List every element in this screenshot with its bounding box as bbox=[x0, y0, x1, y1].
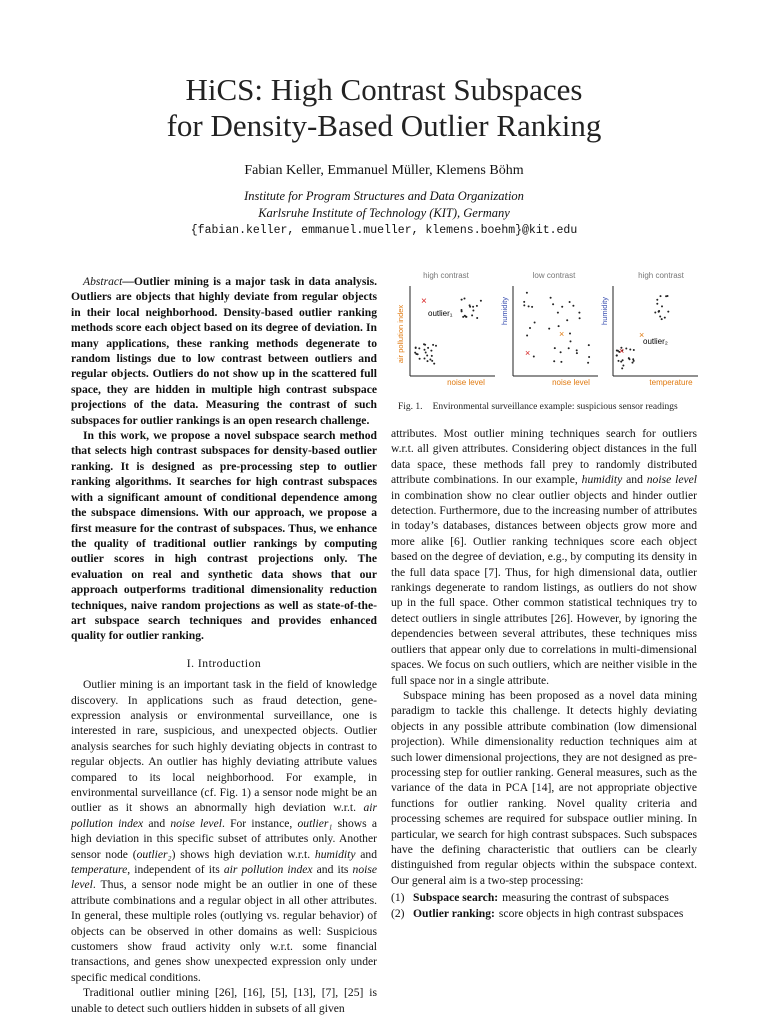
scatter-point bbox=[550, 297, 552, 299]
term-temperature: temperature bbox=[71, 863, 128, 877]
title-line-2: for Density-Based Outlier Ranking bbox=[166, 108, 602, 143]
scatter-point bbox=[622, 365, 624, 367]
scatter-point bbox=[661, 318, 663, 320]
scatter-point bbox=[431, 355, 433, 357]
scatter-point bbox=[587, 362, 589, 364]
scatter-point bbox=[523, 304, 525, 306]
scatter-point bbox=[659, 316, 661, 318]
scatter-point bbox=[618, 360, 620, 362]
scatter-point bbox=[461, 310, 463, 312]
intro-paragraph-1 bbox=[71, 677, 377, 985]
scatter-point bbox=[579, 317, 581, 319]
scatter-point bbox=[465, 316, 467, 318]
panel-2-outlier-2-marker: × bbox=[559, 329, 565, 339]
term-humidity: humidity bbox=[581, 473, 623, 487]
scatter-point bbox=[427, 360, 429, 362]
scatter-point bbox=[435, 345, 437, 347]
scatter-point bbox=[568, 347, 570, 349]
figure-1 bbox=[391, 266, 711, 394]
figure-panel-3 bbox=[600, 271, 698, 387]
scatter-point bbox=[427, 347, 429, 349]
scatter-point bbox=[462, 316, 464, 318]
panel-3-top-label: high contrast bbox=[638, 271, 684, 280]
abstract bbox=[71, 274, 377, 644]
caption-figure-number: Fig. 1. bbox=[398, 402, 423, 412]
figure-1-caption bbox=[398, 402, 678, 412]
scatter-point bbox=[660, 295, 662, 297]
scatter-point bbox=[418, 347, 420, 349]
scatter-point bbox=[560, 351, 562, 353]
scatter-point bbox=[633, 360, 635, 362]
scatter-point bbox=[576, 352, 578, 354]
scatter-point bbox=[656, 303, 658, 305]
term-outlier-2: outlier₂ bbox=[136, 847, 172, 861]
right-paragraph-1 bbox=[391, 426, 697, 688]
intro-text: and bbox=[355, 847, 377, 861]
processing-step-1 bbox=[391, 890, 697, 905]
panel-2-outlier-1-marker: × bbox=[525, 348, 531, 358]
scatter-point bbox=[553, 360, 555, 362]
scatter-point bbox=[429, 359, 431, 361]
paper-title bbox=[0, 72, 768, 144]
panel-3-outlier-1-marker: × bbox=[619, 346, 625, 356]
scatter-point bbox=[588, 356, 590, 358]
scatter-point bbox=[588, 344, 590, 346]
abstract-label: Abstract bbox=[83, 275, 123, 288]
scatter-point bbox=[566, 319, 568, 321]
scatter-point bbox=[570, 340, 572, 342]
scatter-point bbox=[548, 328, 550, 330]
scatter-point bbox=[621, 367, 623, 369]
scatter-point bbox=[472, 310, 474, 312]
step-number: (2) bbox=[391, 906, 405, 920]
scatter-point bbox=[533, 356, 535, 358]
scatter-point bbox=[572, 305, 574, 307]
scatter-point bbox=[425, 352, 427, 354]
author-emails: {fabian.keller, emmanuel.mueller, klemens.boehm}@kit.edu bbox=[190, 224, 578, 237]
panel-1-outlier-label: outlier₁ bbox=[428, 309, 453, 318]
panel-3-x-label: temperature bbox=[649, 378, 693, 387]
scatter-point bbox=[576, 349, 578, 351]
affiliation-line-1: Institute for Program Structures and Data Organization bbox=[244, 189, 524, 203]
panel-1-points bbox=[414, 298, 482, 365]
scatter-point bbox=[569, 301, 571, 303]
intro-text: and its bbox=[312, 863, 353, 877]
right-column bbox=[391, 426, 697, 921]
scatter-point bbox=[661, 305, 663, 307]
step-number: (1) bbox=[391, 891, 405, 905]
scatter-point bbox=[664, 317, 666, 319]
scatter-point bbox=[654, 312, 656, 314]
scatter-point bbox=[658, 310, 660, 312]
authors: Fabian Keller, Emmanuel Müller, Klemens Böhm bbox=[244, 163, 524, 178]
scatter-point bbox=[529, 327, 531, 329]
scatter-point bbox=[560, 361, 562, 363]
right-text: and bbox=[622, 473, 647, 487]
scatter-point bbox=[419, 358, 421, 360]
intro-paragraph-2: Traditional outlier mining [26], [16], [5], [13], [7], [25] is unable to detect such outliers hidden in subsets of all given bbox=[71, 986, 377, 1015]
scatter-point bbox=[528, 305, 530, 307]
scatter-point bbox=[625, 348, 627, 350]
intro-text: Outlier mining is an important task in the field of knowledge discovery. In applications such as fraud detection, gene-expression analysis or environmental surveillance, one is interested in rare, suspicious, and unexpected objects. Outlier analysis searches for such highly deviating objects in contrast to regular objects. An outlier has highly deviating attribute values compared to its local neighborhood. For example, in environmental surveillance (cf. Fig. 1) a sensor node might be an outlier as it shows an abnormally high deviation w.r.t. bbox=[71, 678, 377, 815]
scatter-point bbox=[480, 300, 482, 302]
scatter-point bbox=[531, 306, 533, 308]
step-label: Outlier ranking: bbox=[413, 906, 495, 920]
panel-2-x-label: noise level bbox=[552, 378, 590, 387]
panel-1-outlier-marker: × bbox=[421, 296, 427, 307]
figure-panel-1 bbox=[396, 271, 495, 387]
scatter-point bbox=[578, 312, 580, 314]
scatter-point bbox=[464, 298, 466, 300]
right-text: attributes. Most outlier mining techniques search for outliers w.r.t. all given attributes. Considering object distances in the full data space, these methods fall prey to randomly distributed attribute combinations. In our example, bbox=[391, 427, 697, 487]
panel-1-y-label: air pollution index bbox=[396, 304, 405, 364]
scatter-point bbox=[432, 344, 434, 346]
scatter-point bbox=[552, 303, 554, 305]
panel-2-points bbox=[523, 292, 590, 364]
scatter-point bbox=[424, 358, 426, 360]
intro-text: ) shows high deviation w.r.t. bbox=[171, 847, 315, 861]
abstract-paragraph-2: In this work, we propose a novel subspace search method that selects high contrast subspaces for density-based outlier ranking. It is designed as pre-processing step to outlier ranking algorithms. It searches for high contrast subspaces with a significant amount of conditional dependence among the subspace dimensions. With our approach, we propose a first measure for the contrast of subspaces. Thus, we enhance the quality of traditional outlier rankings by computing outlier scores in high contrast projections only. The evaluation on real and synthetic data shows that our approach outperforms traditional dimensionality reduction techniques, naive random projections as well as state-of-the-art subspace search techniques and provides enhanced quality for outlier ranking. bbox=[71, 429, 377, 643]
scatter-point bbox=[656, 299, 658, 301]
step-text: measuring the contrast of subspaces bbox=[502, 891, 669, 905]
scatter-point bbox=[415, 347, 417, 349]
scatter-point bbox=[554, 347, 556, 349]
panel-2-top-label: low contrast bbox=[532, 271, 576, 280]
panel-2-y-label: humidity bbox=[500, 297, 509, 325]
scatter-point bbox=[632, 362, 634, 364]
term-outlier-1: outlier₁ bbox=[297, 816, 333, 830]
scatter-point bbox=[523, 301, 525, 303]
term-humidity: humidity bbox=[314, 847, 356, 861]
scatter-point bbox=[415, 353, 417, 355]
processing-step-2 bbox=[391, 906, 697, 921]
abstract-text-1: —Outlier mining is a major task in data analysis. Outliers are objects that highly deviate from regular objects in their local neighborhood. Density-based outlier ranking methods score each object based on its degree of deviation. In many applications, these ranking methods degenerate to random listings due to low contrast between outliers and regular objects. Outliers do not show up in the scattered full space, they are hidden in multiple high contrast subspace projections of the data. Measuring the contrast of such subspaces for outlier rankings is an open research challenge. bbox=[71, 275, 377, 427]
term-air-pollution: air pollution index bbox=[71, 801, 377, 830]
section-heading-introduction: I. Introduction bbox=[186, 656, 262, 670]
step-label: Subspace search: bbox=[413, 891, 499, 905]
scatter-point bbox=[534, 322, 536, 324]
scatter-point bbox=[431, 360, 433, 362]
term-noise-level: noise level bbox=[170, 816, 222, 830]
scatter-point bbox=[667, 311, 669, 313]
abstract-paragraph-1 bbox=[71, 274, 377, 428]
scatter-point bbox=[469, 306, 471, 308]
step-text: score objects in high contrast subspaces bbox=[498, 906, 684, 920]
intro-text: and bbox=[143, 816, 171, 830]
title-line-1: HiCS: High Contrast Subspaces bbox=[185, 72, 583, 107]
scatter-point bbox=[629, 349, 631, 351]
left-column bbox=[71, 274, 377, 1016]
scatter-point bbox=[430, 350, 432, 352]
processing-steps-list bbox=[391, 890, 697, 921]
scatter-point bbox=[426, 355, 428, 357]
scatter-point bbox=[471, 314, 473, 316]
scatter-point bbox=[424, 349, 426, 351]
right-paragraph-2: Subspace mining has been proposed as a novel data mining paradigm to tackle this challenge. It detects highly deviating objects in any possible attribute combination (low dimensional projection). While dimensionality reduction techniques aim at such lower dimensional projections, they are not designed as pre-processing step for outlier ranking. General measures, such as the variance of the data in PCA [14], are not appropriate objective functions for outlier ranking. Novel quality criteria and processing schemes are required for subspace outlier mining. In particular, we search for high contrast subspaces. Such subspaces have the defining characteristic that outliers can be clearly distinguished from regular objects within the subspace context. Our general aim is a two-step processing: bbox=[391, 688, 697, 887]
intro-text: , independent of its bbox=[127, 863, 224, 877]
scatter-point bbox=[476, 317, 478, 319]
right-text: in combination show no clear outlier objects and hinder outlier detection. Furthermore, due to the increasing number of attributes in today’s databases, distances between objects grow more and more alike [6]. Outlier ranking techniques score each object based on the degree of deviation, e.g., by computing its density in the full data space [7]. Thus, for high dimensional data, outlier rankings degenerate to random listings, as outliers do not show up in the full space. Other common statistical techniques try to detect outliers in single attributes [26]. However, by ignoring the dependencies between several attributes, these techniques miss outliers that appear only due to correlations in multi-dimensional spaces. We focus on such outliers, which are neither visible in the full space nor in a single attribute. bbox=[391, 488, 697, 687]
intro-text: . For instance, bbox=[221, 816, 298, 830]
scatter-point bbox=[557, 312, 559, 314]
scatter-point bbox=[476, 305, 478, 307]
caption-text: Environmental surveillance example: suspicious sensor readings bbox=[432, 402, 678, 412]
scatter-point bbox=[558, 325, 560, 327]
scatter-point bbox=[472, 306, 474, 308]
intro-text: . Thus, a sensor node might be an outlier in one of these attribute combinations and a regular object in all other attributes. In general, these multiple roles (outlying vs. regular behavior) of objects can be observed in other domains as well: Suspicious customers show fraud activity only w.r.t. some financial transactions, and genes show unexpected expression only under specific medical conditions. bbox=[71, 878, 377, 984]
scatter-point bbox=[622, 359, 624, 361]
scatter-point bbox=[433, 363, 435, 365]
intro-text: shows a high deviation in this specific subset of attributes only. Another sensor node ( bbox=[71, 816, 377, 861]
scatter-point bbox=[569, 333, 571, 335]
term-air-pollution: air pollution index bbox=[223, 863, 313, 877]
affiliation bbox=[0, 188, 768, 222]
figure-panel-2 bbox=[500, 271, 598, 387]
panel-1-x-label: noise level bbox=[447, 378, 485, 387]
term-noise-level: noise level bbox=[646, 473, 697, 487]
scatter-point bbox=[616, 355, 618, 357]
scatter-point bbox=[461, 299, 463, 301]
scatter-point bbox=[633, 349, 635, 351]
scatter-point bbox=[561, 306, 563, 308]
scatter-point bbox=[665, 295, 667, 297]
scatter-point bbox=[526, 335, 528, 337]
panel-3-y-label: humidity bbox=[600, 297, 609, 325]
term-noise-level: noise level bbox=[71, 863, 378, 892]
panel-3-outlier-marker: × bbox=[639, 330, 645, 340]
panel-3-outlier-label: outlier₂ bbox=[643, 337, 668, 346]
scatter-point bbox=[423, 343, 425, 345]
panel-1-top-label: high contrast bbox=[423, 271, 469, 280]
affiliation-line-2: Karlsruhe Institute of Technology (KIT), Germany bbox=[258, 206, 510, 220]
scatter-point bbox=[526, 292, 528, 294]
scatter-point bbox=[629, 358, 631, 360]
